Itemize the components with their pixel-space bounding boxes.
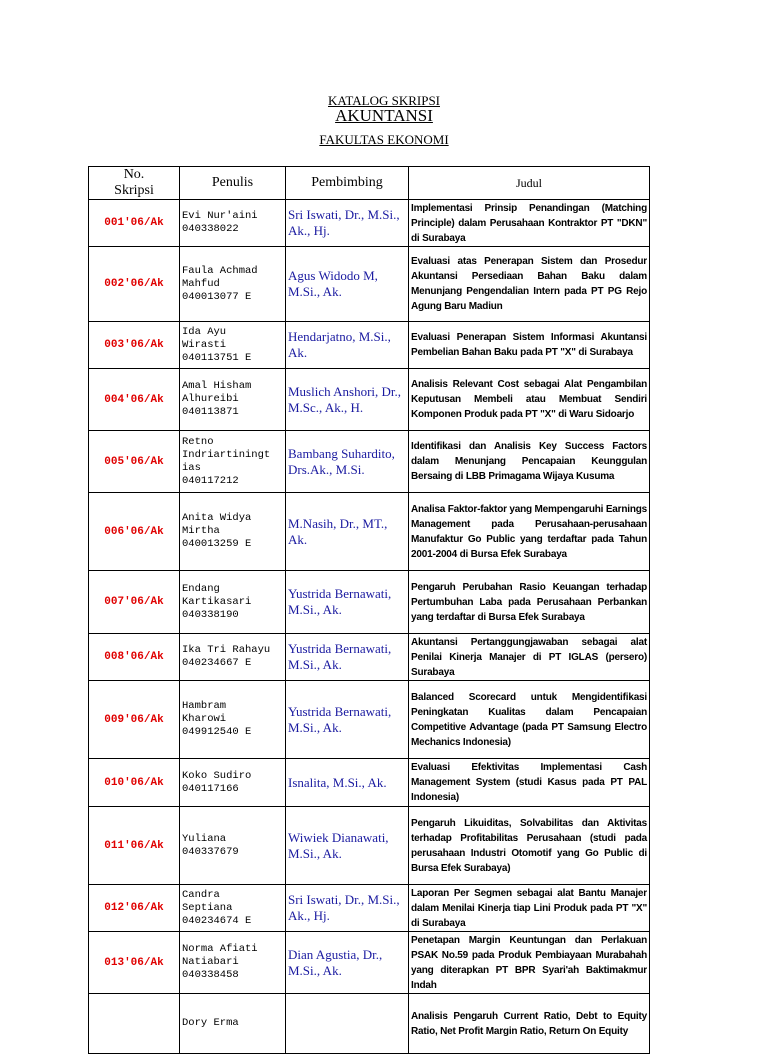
thesis-number: 005'06/Ak [89, 431, 180, 493]
author-line: Koko Sudiro [182, 769, 252, 782]
column-header-no: No. Skripsi [89, 167, 180, 200]
thesis-number: 010'06/Ak [89, 759, 180, 807]
author-line: Ida Ayu [182, 325, 227, 338]
author-cell [180, 200, 286, 247]
author-line: 040113751 E [182, 351, 252, 364]
author-line: Norma Afiati [182, 943, 258, 955]
department-title: AKUNTANSI [335, 106, 433, 125]
thesis-title: Akuntansi Pertanggungjawaban sebagai alat Penilai Kinerja Manajer di PT IGLAS (persero) Surabaya [409, 634, 650, 681]
table-row [89, 885, 650, 932]
thesis-title: Evaluasi Efektivitas Implementasi Cash Management System (studi Kasus pada PT PAL Indonesia) [409, 759, 650, 807]
author-line: Kartikasari [182, 595, 252, 608]
supervisor: Isnalita, M.Si., Ak. [286, 759, 409, 807]
thesis-number: 001'06/Ak [89, 200, 180, 247]
supervisor: Sri Iswati, Dr., M.Si., Ak., Hj. [286, 885, 409, 932]
author-cell [180, 634, 286, 681]
supervisor: Muslich Anshori, Dr., M.Sc., Ak., H. [286, 369, 409, 431]
author-line: 040013077 E [182, 290, 252, 303]
thesis-title: Laporan Per Segmen sebagai alat Bantu Manajer dalam Menilai Kinerja tiap Lini Produk pada PT "X" di Surabaya [409, 885, 650, 932]
thesis-title: Implementasi Prinsip Penandingan (Matching Principle) dalam Perusahaan Kontraktor PT "DKN" di Surabaya [409, 200, 650, 247]
author-cell [180, 807, 286, 885]
author-cell [180, 759, 286, 807]
author-cell [180, 322, 286, 369]
author-line: ias [182, 461, 201, 474]
table-row [89, 493, 650, 571]
supervisor: Yustrida Bernawati, M.Si., Ak. [286, 681, 409, 759]
thesis-number: 002'06/Ak [89, 247, 180, 322]
thesis-title: Analisis Relevant Cost sebagai Alat Pengambilan Keputusan Membeli atau Membuat Sendiri Komponen Produk pada PT "X" di Waru Sidoarjo [409, 369, 650, 431]
thesis-title: Pengaruh Likuiditas, Solvabilitas dan Aktivitas terhadap Profitabilitas Perusahaan (studi pada perusahaan Industri Otomotif yang Go Public di Bursa Efek Surabaya) [409, 807, 650, 885]
table-row [89, 322, 650, 369]
thesis-catalog-table [88, 166, 650, 1054]
author-line: Dory Erma [182, 1017, 239, 1029]
supervisor: Yustrida Bernawati, M.Si., Ak. [286, 571, 409, 634]
table-row [89, 200, 650, 247]
author-cell [180, 431, 286, 493]
thesis-title: Evaluasi atas Penerapan Sistem dan Prosedur Akuntansi Persediaan Bahan Baku dalam Menunjang Pengendalian Intern pada PT PG Rejo Agung Baru Madiun [409, 247, 650, 322]
author-line: Hambram [182, 700, 227, 712]
catalog-title: KATALOG SKRIPSI [328, 93, 440, 108]
table-row [89, 431, 650, 493]
column-header-penulis: Penulis [180, 167, 286, 200]
thesis-number: 011'06/Ak [89, 807, 180, 885]
table-row [89, 681, 650, 759]
thesis-title: Evaluasi Penerapan Sistem Informasi Akuntansi Pembelian Bahan Baku pada PT "X" di Surabaya [409, 322, 650, 369]
author-line: Alhureibi [182, 393, 239, 405]
author-cell [180, 932, 286, 994]
author-line: 040338190 [182, 608, 239, 621]
author-line: 040234674 E [182, 914, 252, 927]
thesis-number: 009'06/Ak [89, 681, 180, 759]
thesis-title: Penetapan Margin Keuntungan dan Perlakuan PSAK No.59 pada Produk Pembiayaan Murabahah yang diterapkan PT BPR Syari'ah Baktimakmur Indah [409, 932, 650, 994]
column-header-pembimbing: Pembimbing [286, 167, 409, 200]
author-line: Yuliana [182, 832, 227, 845]
supervisor: Sri Iswati, Dr., M.Si., Ak., Hj. [286, 200, 409, 247]
author-line: Indriartiningt [182, 448, 271, 461]
author-line: Septiana [182, 901, 233, 914]
author-line: Faula Achmad [182, 264, 258, 277]
thesis-number: 008'06/Ak [89, 634, 180, 681]
table-header-row [89, 167, 650, 200]
author-line: Endang [182, 582, 220, 595]
author-line: 049912540 E [182, 726, 252, 738]
thesis-title: Pengaruh Perubahan Rasio Keuangan terhadap Pertumbuhan Laba pada Perusahaan Perbankan yang terdaftar di Bursa Efek Surabaya [409, 571, 650, 634]
author-line: Wirasti [182, 338, 227, 351]
author-cell [180, 247, 286, 322]
table-row [89, 369, 650, 431]
author-line: Natiabari [182, 956, 239, 968]
author-line: Anita Widya [182, 512, 252, 524]
thesis-title: Identifikasi dan Analisis Key Success Factors dalam Menunjang Pencapaian Keunggulan Bersaing di LBB Primagama Wijaya Kusuma [409, 431, 650, 493]
author-line: Retno [182, 435, 214, 448]
table-row [89, 932, 650, 994]
supervisor: Wiwiek Dianawati, M.Si., Ak. [286, 807, 409, 885]
author-line: 040338022 [182, 223, 239, 235]
table-row [89, 807, 650, 885]
thesis-title: Balanced Scorecard untuk Mengidentifikasi Peningkatan Kualitas dalam Pencapaian Competitive Advantage (pada PT Samsung Electro Mechanics Indonesia) [409, 681, 650, 759]
author-line: 040117212 [182, 474, 239, 487]
table-row [89, 571, 650, 634]
table-row [89, 634, 650, 681]
column-header-judul: Judul [409, 167, 650, 200]
supervisor: M.Nasih, Dr., MT., Ak. [286, 493, 409, 571]
thesis-number: 004'06/Ak [89, 369, 180, 431]
author-line: 040338458 [182, 969, 239, 981]
table-row [89, 247, 650, 322]
author-line: Ika Tri Rahayu [182, 644, 271, 656]
thesis-title: Analisis Pengaruh Current Ratio, Debt to Equity Ratio, Net Profit Margin Ratio, Return On Equity [409, 994, 650, 1054]
author-line: 040113871 [182, 406, 239, 418]
thesis-number: 006'06/Ak [89, 493, 180, 571]
thesis-number: 003'06/Ak [89, 322, 180, 369]
supervisor: Bambang Suhardito, Drs.Ak., M.Si. [286, 431, 409, 493]
supervisor: Yustrida Bernawati, M.Si., Ak. [286, 634, 409, 681]
author-line: Evi Nur'aini [182, 210, 258, 222]
author-line: Mahfud [182, 277, 220, 290]
author-line: Mirtha [182, 525, 220, 537]
author-cell [180, 571, 286, 634]
supervisor: Agus Widodo M, M.Si., Ak. [286, 247, 409, 322]
thesis-title: Analisa Faktor-faktor yang Mempengaruhi Earnings Management pada Perusahaan-perusahaan Manufaktur Go Public yang terdaftar pada Tahun 2001-2004 di Bursa Efek Surabaya [409, 493, 650, 571]
author-cell [180, 681, 286, 759]
table-row [89, 759, 650, 807]
supervisor: Dian Agustia, Dr., M.Si., Ak. [286, 932, 409, 994]
author-cell [180, 493, 286, 571]
thesis-number: 013'06/Ak [89, 932, 180, 994]
author-line: 040013259 E [182, 538, 252, 550]
author-line: Candra [182, 888, 220, 901]
thesis-number: 007'06/Ak [89, 571, 180, 634]
author-cell [180, 885, 286, 932]
author-line: 040337679 [182, 845, 239, 858]
author-cell [180, 369, 286, 431]
faculty-title: FAKULTAS EKONOMI [319, 132, 449, 147]
author-line: Kharowi [182, 713, 227, 725]
author-line: 040117166 [182, 782, 239, 795]
author-line: 040234667 E [182, 657, 252, 669]
thesis-number: 012'06/Ak [89, 885, 180, 932]
supervisor: Hendarjatno, M.Si., Ak. [286, 322, 409, 369]
author-line: Amal Hisham [182, 380, 252, 392]
